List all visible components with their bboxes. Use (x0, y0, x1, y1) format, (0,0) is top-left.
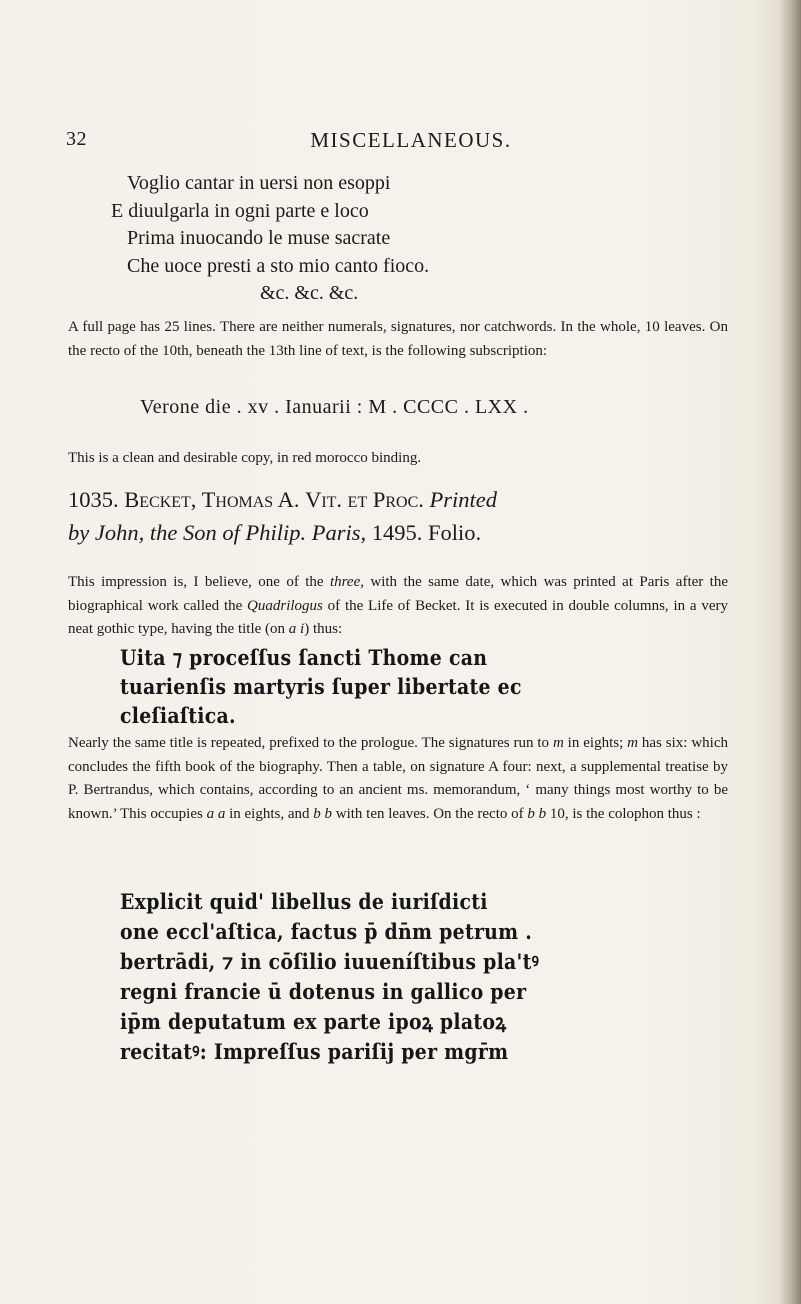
entry-title: Vit. et Proc. (305, 487, 424, 512)
entry-place: Paris, (311, 520, 367, 545)
desc3-text: with the same date, which was printed at Paris after the biographical work called the (68, 574, 728, 614)
gothic-title-line: cleſiaſtica. (120, 703, 236, 728)
gothic-colophon-line: regni francie ū dotenus in gallico per (120, 979, 527, 1004)
poem-line: Che uoce presti a sto mio canto fioco. (127, 254, 430, 277)
entry-imprint-printer: by John, the Son of Philip. (68, 520, 307, 545)
desc4-sig-bb: b b (313, 805, 332, 822)
page-edge-shadow (779, 0, 801, 1304)
desc3-text: This impression is, I believe, one of the (68, 574, 330, 590)
gothic-title-line: Uita ⁊ proceſſus ſancti Thome can (120, 645, 488, 670)
desc4-text: Nearly the same title is repeated, prefixed to the prologue. The signatures run to (68, 735, 553, 751)
catalogue-entry-heading (68, 483, 738, 549)
entry-format: Folio. (427, 520, 482, 545)
description-paragraph-4 (68, 732, 728, 826)
desc4-text: with ten leaves. On the recto of (332, 805, 528, 822)
description-paragraph-2: This is a clean and desirable copy, in red morocco binding. (68, 450, 422, 466)
desc3-text: ) thus: (304, 621, 343, 637)
poem-excerpt (68, 170, 628, 308)
gothic-colophon-line: ip̄m deputatum ex parte ipoꝝ platoꝝ (120, 1009, 507, 1034)
gothic-title-block (120, 643, 678, 730)
desc3-quadrilogus: Quadrilogus (247, 597, 323, 614)
desc4-sig-m: m (627, 735, 638, 751)
poem-line: Voglio cantar in uersi non esoppi (127, 172, 391, 194)
entry-imprint-printed: Printed (429, 487, 498, 512)
description-paragraph-3 (68, 571, 728, 642)
entry-year: 1495. (371, 520, 423, 545)
desc4-sig-aa: a a (206, 805, 226, 822)
page-number: 32 (66, 128, 87, 150)
poem-line: E diuulgarla in ogni parte e loco (111, 199, 369, 222)
entry-number: 1035. (68, 487, 119, 512)
poem-etc: &c. &c. &c. (260, 282, 359, 304)
desc4-text: 10, is the colophon thus : (546, 805, 701, 822)
gothic-colophon-line: recitatꝰ: Impreſſus pariſij per mgr̄m (120, 1039, 509, 1064)
desc4-text: has six: which concludes the fifth book of the biography. Then a table, on signature A four: next, a supplemental treatise by P. Bertrandus, which contains, according to an ancient ms. memorandum, ‘ many things most worthy to be known.’ This occupies (68, 735, 728, 822)
description-paragraph-1: A full page has 25 lines. There are neither numerals, signatures, nor catchwords. In the whole, 10 leaves. On the recto of the 10th, beneath the 13th line of text, is the following subscription: (68, 319, 728, 359)
desc4-sig-m: m (552, 735, 564, 751)
entry-author: Becket, Thomas A. (124, 487, 300, 512)
desc3-text: of the Life of Becket. It is executed in double columns, in a very neat gothic type, having the title (on (68, 597, 728, 637)
poem-line: Prima inuocando le muse sacrate (127, 227, 391, 249)
desc3-signature: a i (288, 621, 305, 637)
running-title: MISCELLANEOUS. (310, 128, 512, 152)
desc3-three: three, (329, 574, 364, 590)
gothic-colophon-line: one eccl'aſtica, factus p̄ dn̄m petrum . (120, 919, 533, 944)
gothic-colophon-line: Explicit quid' libellus de iuriſdicti (120, 889, 488, 914)
desc4-text: in eights; (563, 735, 628, 751)
gothic-colophon-block (120, 887, 696, 1067)
gothic-title-line: tuarienſis martyris ſuper libertate ec (120, 674, 522, 699)
desc4-text: in eights, and (225, 805, 314, 822)
subscription-colophon: Verone die . xv . Ianuarii : M . CCCC . LXX . (140, 396, 529, 418)
desc4-sig-bb: b b (527, 805, 547, 822)
gothic-colophon-line: bertrādi, ⁊ in cōſilio iuueníſtibus pla'tꝰ (120, 949, 540, 974)
